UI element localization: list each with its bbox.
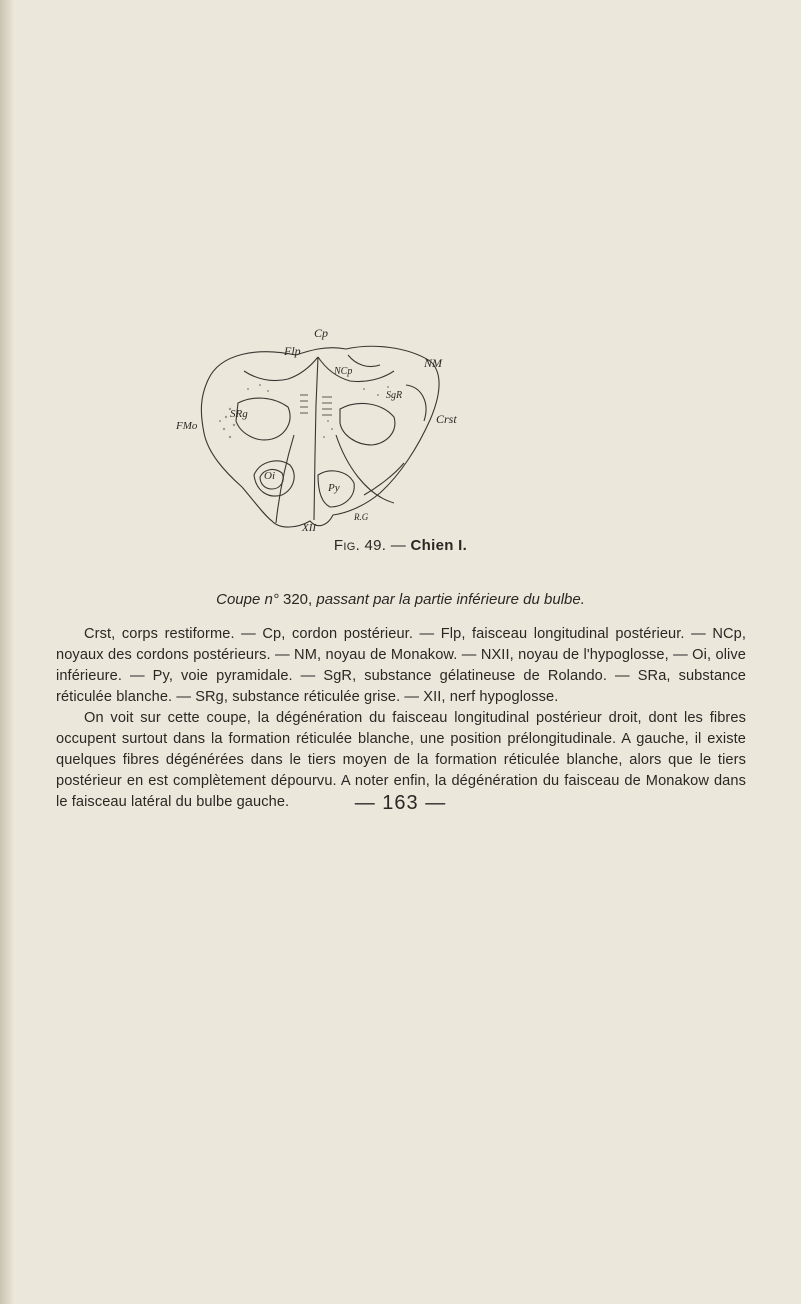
label-cp: Cp [314,326,329,340]
legend-abbreviations: Crst, corps restiforme. — Cp, cordon postérieur. — Flp, faisceau longitudinal postérieur. — NCp, noyaux des cordons postérieurs. — NM, noyau de Monakow. — NXII, noyau de l'hypoglosse, — Oi, olive inférieure. — Py, voie pyramidale. — SgR, substance gélatineuse de Rolando. — SRa, substance réticulée blanche. — SRg, substance réticulée grise. — XII, nerf hypoglosse. [56,626,746,705]
label-crst: Crst [436,412,457,426]
subtitle-prefix: Coupe n° [216,591,279,608]
label-srg: SRg [230,408,248,420]
figure-legend [56,624,746,813]
page-edge-shadow [0,0,14,1304]
subtitle-number: 320, [283,591,313,608]
section-subtitle [0,591,801,608]
legend-description: On voit sur cette coupe, la dégénération du faisceau longitudinal postérieur droit, dont les fibres occupent surtout dans la formation réticulée blanche, une position prélongitudinale. A gauche, il existe quelques fibres dégénérées dans le tiers moyen de la formation réticulée blanche, alors que le tiers postérieur en est complètement dépourvu. A noter enfin, la dégénération du faisceau de Monakow dans le faisceau latéral du bulbe gauche. [56,710,746,810]
label-nm: NM [424,356,442,370]
label-sra: R.G [354,512,369,522]
figure-name: Chien I. [410,537,468,554]
label-flp: Flp [284,344,301,358]
label-oi: Oi [264,470,275,482]
label-fmo: FMo [176,420,198,432]
label-xii: XII [302,522,317,534]
label-sgr: SgR [386,390,403,401]
medulla-section-figure [168,325,488,540]
subtitle-rest: passant par la partie inférieure du bulbe. [316,591,585,608]
figure-number: Fig. 49. — [333,537,407,554]
page-number: — 163 — [354,792,447,814]
label-py: Py [328,482,340,494]
figure-caption [0,537,801,554]
label-ncp: NCp [334,366,353,377]
